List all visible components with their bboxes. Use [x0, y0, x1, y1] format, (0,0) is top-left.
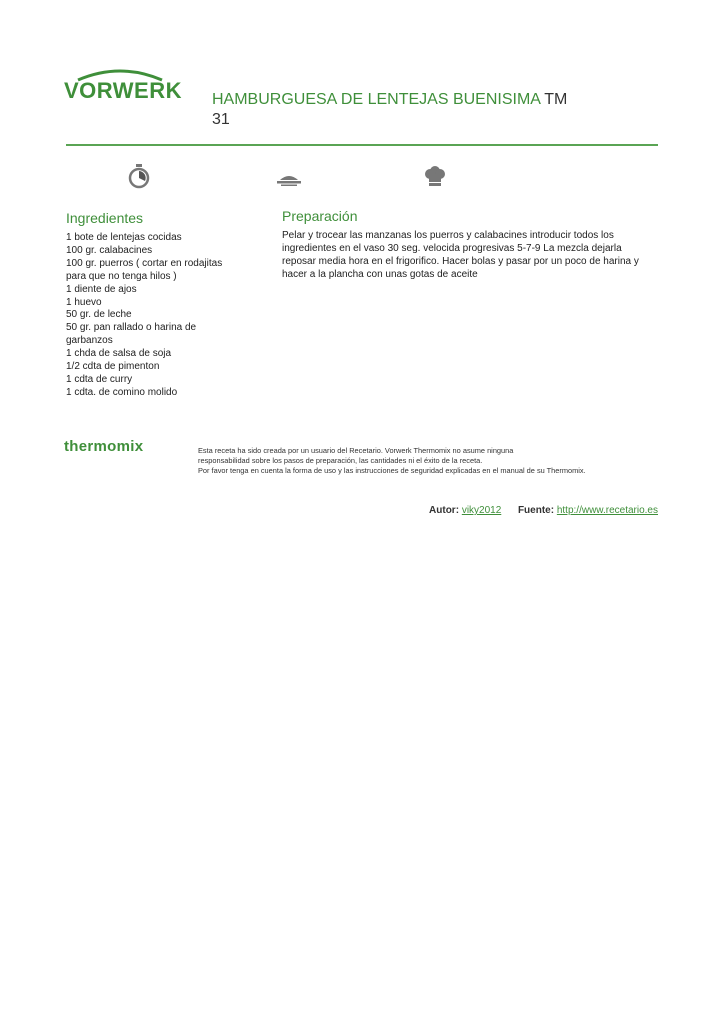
ingredient-item: 1 chda de salsa de soja	[66, 348, 172, 360]
preparation-heading: Preparación	[282, 208, 358, 224]
chef-hat-icon	[424, 166, 446, 193]
disclaimer	[198, 446, 668, 476]
author-label: Autor:	[429, 505, 460, 516]
ingredient-item: 1 cdta. de comino molido	[66, 386, 178, 398]
page-title	[212, 90, 632, 130]
ingredient-item: 1 bote de lentejas cocidas	[66, 232, 182, 243]
ingredient-item: 50 gr. pan rallado o harina de	[66, 322, 197, 334]
ingredient-item: 1 huevo	[66, 296, 102, 308]
vorwerk-logo	[64, 66, 182, 112]
disclaimer-line: Esta receta ha sido creada por un usuario del Recetario. Vorwerk Thermomix no asume ninguna	[198, 446, 514, 455]
serving-plate-icon	[276, 172, 302, 193]
model-label-tm: TM	[544, 91, 568, 108]
ingredient-item: 50 gr. de leche	[66, 309, 132, 321]
thermomix-logo-text: thermomix	[64, 438, 144, 455]
source-link[interactable]: http://www.recetario.es	[556, 505, 658, 516]
ingredient-item: 100 gr. calabacines	[66, 244, 153, 256]
preparation-text: Pelar y trocear las manzanas los puerros y calabacines introducir todos los ingredientes en el vaso 30 seg. velocida progresivas 5-7-9 La mezcla dejarla reposar media hora en el frigorifico. Hacer bolas y pasar por un poco de harina y hacer a la plancha con unas gotas de aceite	[282, 230, 639, 280]
ingredient-item: 1 cdta de curry	[66, 373, 133, 385]
footer-credits	[429, 505, 658, 516]
source-label: Fuente:	[517, 505, 555, 516]
ingredient-item: garbanzos	[66, 335, 113, 347]
disclaimer-line: responsabilidad sobre los pasos de preparación, las cantidades ni el éxito de la receta.	[198, 456, 483, 465]
timer-icon	[128, 164, 150, 195]
ingredient-item: 100 gr. puerros ( cortar en rodajitas	[66, 257, 223, 269]
author-link[interactable]: viky2012	[461, 505, 502, 516]
header-divider	[66, 144, 658, 146]
ingredient-item: 1 diente de ajos	[66, 283, 137, 295]
ingredient-item: para que no tenga hilos )	[66, 270, 177, 282]
logo-text: VORWERK	[64, 78, 182, 103]
ingredients-heading: Ingredientes	[66, 210, 144, 226]
model-label-number: 31	[212, 111, 230, 128]
disclaimer-line: Por favor tenga en cuenta la forma de uso y las instrucciones de seguridad explicadas en el manual de su Thermomix.	[198, 466, 586, 475]
ingredient-item: 1/2 cdta de pimenton	[66, 361, 160, 373]
recipe-title: HAMBURGUESA DE LENTEJAS BUENISIMA	[212, 91, 541, 108]
thermomix-logo	[64, 438, 143, 455]
ingredients-list	[66, 232, 266, 400]
